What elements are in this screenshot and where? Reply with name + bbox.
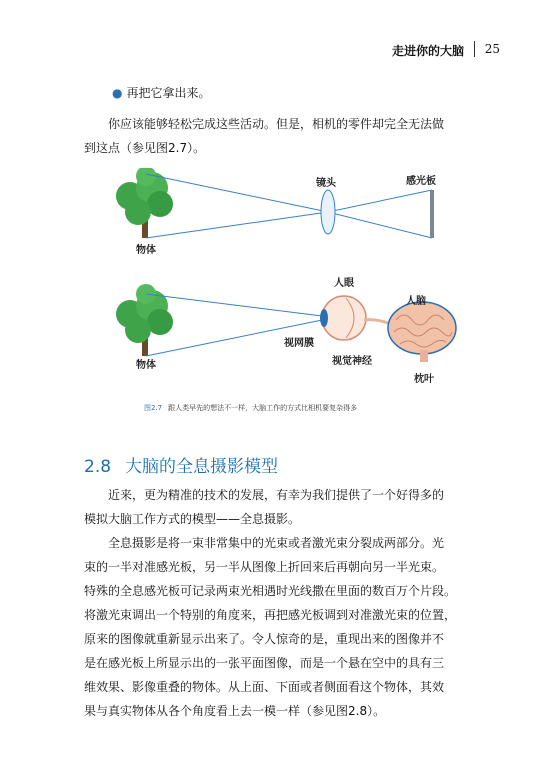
paragraph-line: 将激光束调出一个特别的角度来，再把感光板调到对准激光束的位置， [84, 608, 457, 622]
ray-line [146, 174, 328, 212]
eye-brain-diagram [116, 276, 456, 385]
page-number: 25 [484, 42, 500, 56]
section-paragraph-1 [84, 483, 476, 531]
paragraph-line: 原来的图像就重新显示出来了。令人惊奇的是，重现出来的图像并不 [84, 632, 445, 646]
paragraph-line: 近来，更为精准的技术的发展，有幸为我们提供了一个好得多的 [108, 488, 445, 502]
intro-line-2: 到这点（参见图2.7）。 [84, 141, 206, 155]
sensor-label: 感光板 [406, 176, 436, 187]
paragraph-line: 模拟大脑工作方式的模型——全息摄影。 [84, 512, 301, 526]
figure-caption [144, 403, 357, 413]
section-heading [84, 452, 278, 477]
paragraph-line: 特殊的全息感光板可记录两束光相遇时光线撒在里面的数百万个片段。 [84, 584, 457, 598]
header-divider [474, 41, 475, 57]
eye-object-label: 物体 [136, 360, 156, 371]
eye-label: 人眼 [334, 278, 354, 289]
brain-icon [388, 302, 456, 362]
occipital-lobe-label: 枕叶 [414, 374, 434, 385]
bullet-dot-icon: ● [112, 86, 123, 100]
figure-camera-vs-brain [100, 168, 472, 388]
optic-nerve-label: 视觉神经 [332, 356, 372, 367]
intro-line-1: 你应该能够轻松完成这些活动。但是，相机的零件却完全无法做 [108, 117, 445, 131]
paragraph-line: 束的一半对准感光板，另一半从图像上折回来后再朝向另一半光束。 [84, 560, 445, 574]
bullet-text: 再把它拿出来。 [126, 86, 211, 100]
tree-icon [116, 284, 173, 356]
ray-line [328, 212, 432, 238]
paragraph-line: 全息摄影是将一束非常集中的光束或者激光束分裂成两部分。光 [108, 536, 445, 550]
tree-icon [116, 168, 173, 238]
intro-paragraph [84, 112, 476, 160]
ray-line [146, 294, 322, 316]
section-number: 2.8 [84, 457, 112, 477]
bullet-item [112, 84, 211, 101]
paragraph-line: 是在感光板上所显示出的一张平面图像，而是一个悬在空中的具有三 [84, 656, 445, 670]
paragraph-line: 维效果、影像重叠的物体。从上面、下面或者侧面看这个物体，其效 [84, 680, 445, 694]
paragraph-line: 果与真实物体从各个角度看上去一模一样（参见图2.8）。 [84, 704, 386, 718]
lens-label: 镜头 [316, 178, 336, 189]
section-paragraph-2 [84, 531, 476, 723]
ray-line [146, 212, 328, 238]
brain-label: 人脑 [406, 296, 426, 307]
camera-object-label: 物体 [136, 245, 156, 256]
camera-diagram [116, 168, 436, 256]
retina-label: 视网膜 [284, 338, 314, 349]
sensor-plate [430, 190, 434, 238]
caption-number: 图2.7 [144, 404, 163, 412]
chapter-title: 走进你的大脑 [391, 44, 464, 58]
caption-text: 跟人类早先的想法不一样，大脑工作的方式比相机要复杂得多 [168, 404, 358, 412]
ray-line [328, 190, 432, 212]
lens-icon [321, 190, 335, 234]
section-title: 大脑的全息摄影模型 [125, 457, 279, 477]
running-head [0, 42, 556, 62]
